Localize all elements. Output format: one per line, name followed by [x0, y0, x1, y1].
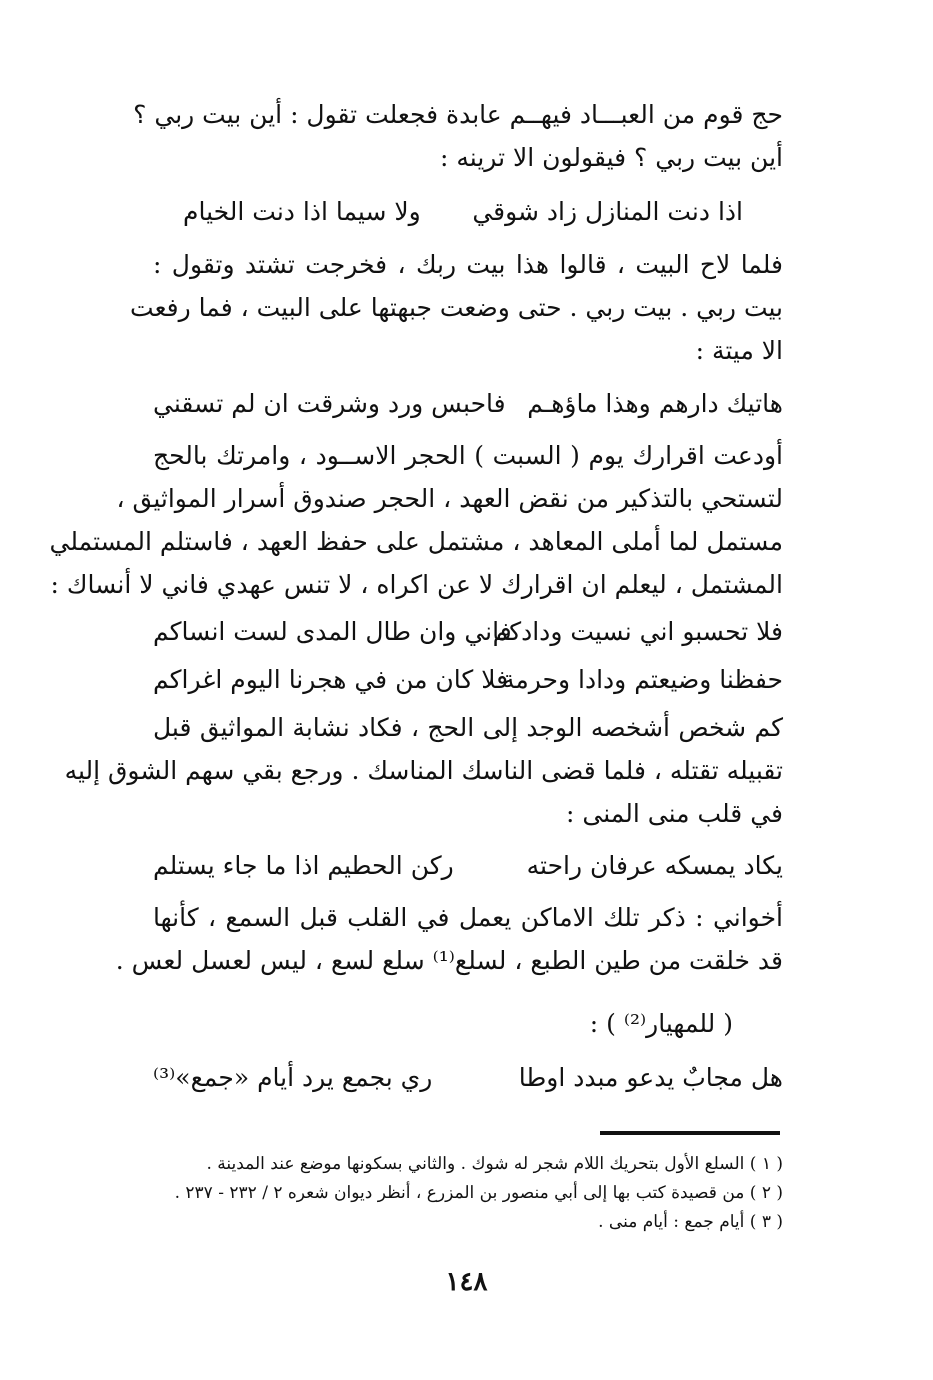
verse-4	[153, 842, 783, 890]
verse-line	[153, 656, 783, 704]
verse-hemistich-left: فاني وان طال المدى لست انساكم	[153, 617, 512, 646]
text-line: في قلب منى المنى :	[566, 799, 783, 828]
footnote-1: ( ١ ) السلع الأول بتحريك اللام شجر له شوك . والثاني بسكونها موضع عند المدينة .	[206, 1154, 783, 1174]
footnote-divider	[600, 1131, 780, 1135]
paragraph-4	[64, 706, 783, 835]
verse-hemistich-left: ري بجمع يرد أيام «جمع»⁽³⁾	[153, 1063, 433, 1092]
verse-hemistich-left: فاحبس ورد وشرقت ان لم تسقني	[153, 389, 506, 418]
verse-5	[153, 1054, 783, 1102]
verse-1	[153, 188, 783, 236]
text-line: المشتمل ، ليعلم ان اقرارك لا عن اكراه ، لا تنس عهدي فاني لا أنساك :	[50, 570, 783, 599]
text-line: أين بيت ربي ؟ فيقولون الا ترينه :	[440, 143, 783, 172]
verse-3	[153, 608, 783, 704]
text-line: الا ميتة :	[695, 336, 783, 365]
verse-hemistich-left: ولا سيما اذا دنت الخيام	[183, 197, 421, 226]
verse-line	[153, 188, 783, 236]
text-line: أودعت اقرارك يوم ( السبت ) الحجر الاســود ، وامرتك بالحج	[153, 441, 783, 470]
text-line: بيت ربي . بيت ربي . حتى وضعت جبهتها على البيت ، فما رفعت	[130, 293, 783, 322]
verse-2	[153, 380, 783, 428]
paragraph-5	[115, 896, 783, 982]
verse-line	[153, 380, 783, 428]
page-number: ١٤٨	[445, 1267, 488, 1297]
verse-hemistich-left: ركن الحطيم اذا ما جاء يستلم	[153, 851, 454, 880]
text-line: كم شخص أشخصه الوجد إلى الحج ، فكاد نشابة المواثيق قبل	[153, 713, 783, 742]
text-line: لتستحي بالتذكير من نقض العهد ، الحجر صندوق أسرار المواثيق ،	[116, 484, 783, 513]
attribution	[153, 1002, 783, 1045]
verse-hemistich-right: هاتيك دارهم وهذا ماؤهـم	[527, 389, 783, 418]
text-line: قد خلقت من طين الطبع ، لسلع⁽¹⁾ سلع لسع ، ليس لعسل لعس .	[115, 946, 783, 975]
paragraph-3	[49, 434, 783, 606]
verse-hemistich-right: حفظنا وضيعتم ودادا وحرمة	[501, 665, 783, 694]
footnotes	[153, 1150, 783, 1237]
paragraph-2	[130, 243, 783, 372]
attribution-text: ( للمهيار⁽²⁾ ) :	[589, 1009, 733, 1038]
text-line: مستمل لما أملى المعاهد ، مشتمل على حفظ العهد ، فاستلم المستملي	[49, 527, 783, 556]
text-line: أخواني : ذكر تلك الاماكن يعمل في القلب قبل السمع ، كأنها	[153, 903, 783, 932]
paragraph-1	[133, 93, 783, 179]
verse-line	[153, 1054, 783, 1102]
footnote-2: ( ٢ ) من قصيدة كتب بها إلى أبي منصور بن المزرع ، أنظر ديوان شعره ٢ / ٢٣٢ - ٢٣٧ .	[174, 1183, 783, 1203]
text-line: فلما لاح البيت ، قالوا هذا بيت ربك ، فخرجت تشتد وتقول :	[153, 250, 783, 279]
verse-hemistich-right: اذا دنت المنازل زاد شوقي	[472, 197, 743, 226]
verse-line	[153, 608, 783, 656]
verse-hemistich-left: فلا كان من في هجرنا اليوم اغراكم	[153, 665, 509, 694]
verse-hemistich-right: يكاد يمسكه عرفان راحته	[526, 851, 783, 880]
text-line: حج قوم من العبـــاد فيهــم عابدة فجعلت تقول : أين بيت ربي ؟	[133, 100, 783, 129]
verse-line	[153, 842, 783, 890]
verse-hemistich-right: هل مجابٌ يدعو مبدد اوطا	[518, 1063, 783, 1092]
footnote-3: ( ٣ ) أيام جمع : أيام منى .	[598, 1212, 783, 1232]
verse-hemistich-right: فلا تحسبو اني نسيت ودادكم	[492, 617, 783, 646]
text-line: تقبيله تقتله ، فلما قضى الناسك المناسك . ورجع بقي سهم الشوق إليه	[64, 756, 783, 785]
